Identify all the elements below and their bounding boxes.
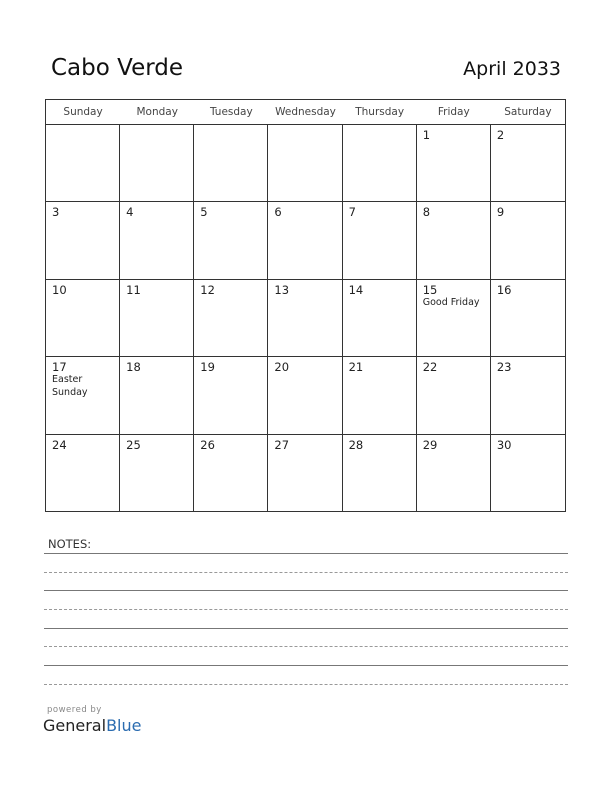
- month-year-title: April 2033: [463, 58, 561, 80]
- day-cell: [46, 202, 120, 279]
- day-cell: [343, 435, 417, 512]
- weekday-monday: Monday: [136, 106, 178, 118]
- day-cell: [268, 202, 342, 279]
- day-cell: [194, 357, 268, 434]
- day-cell: [268, 357, 342, 434]
- day-cell: [268, 435, 342, 512]
- notes-line: [44, 628, 568, 629]
- day-cell: [343, 280, 417, 357]
- day-number: 4: [126, 205, 134, 220]
- day-cell: [194, 280, 268, 357]
- day-number: 13: [274, 282, 290, 297]
- day-number: 6: [274, 205, 282, 220]
- day-cell: [194, 202, 268, 279]
- brand-blue: Blue: [106, 716, 142, 735]
- day-number: 20: [274, 360, 290, 375]
- day-number: 15: [422, 282, 438, 297]
- day-number: 19: [200, 360, 215, 375]
- day-cell: [343, 202, 417, 279]
- day-number: 28: [348, 437, 364, 452]
- day-number: 2: [496, 128, 505, 142]
- day-number: 21: [348, 360, 364, 375]
- day-number: 5: [200, 205, 208, 220]
- day-number: 1: [422, 128, 431, 142]
- day-cell: [491, 202, 565, 279]
- country-title: Cabo Verde: [51, 55, 184, 81]
- day-cell: [268, 125, 342, 202]
- holiday-label: Good Friday: [422, 296, 480, 308]
- day-number: 29: [422, 437, 438, 452]
- day-cells: [46, 125, 565, 512]
- generalblue-logo: [43, 716, 141, 735]
- weekday-thursday: Thursday: [355, 106, 405, 118]
- notes-line: [44, 665, 568, 666]
- day-cell: [343, 357, 417, 434]
- day-cell: [46, 357, 120, 434]
- day-number: 11: [126, 282, 141, 297]
- day-number: 14: [348, 282, 364, 297]
- notes-line: [44, 609, 568, 610]
- notes-label: NOTES:: [48, 537, 92, 551]
- day-number: 12: [200, 282, 215, 297]
- day-number: 8: [422, 205, 431, 220]
- notes-line: [44, 684, 568, 685]
- day-cell: [120, 202, 194, 279]
- day-cell: [46, 125, 120, 202]
- weekday-tuesday: Tuesday: [209, 106, 253, 118]
- day-cell: [491, 280, 565, 357]
- weekday-friday: Friday: [437, 106, 470, 118]
- day-number: 16: [496, 282, 512, 297]
- brand-general: General: [43, 716, 107, 735]
- day-number: 17: [52, 360, 67, 375]
- day-cell: [417, 280, 491, 357]
- day-cell: [46, 280, 120, 357]
- day-number: 10: [52, 282, 67, 297]
- day-cell: [491, 357, 565, 434]
- day-cell: [194, 435, 268, 512]
- day-cell: [491, 435, 565, 512]
- day-number: 26: [200, 437, 215, 452]
- day-number: 9: [496, 205, 505, 220]
- day-number: 25: [126, 437, 141, 452]
- day-cell: [491, 125, 565, 202]
- notes-line: [44, 553, 568, 554]
- day-cell: [417, 202, 491, 279]
- day-number: 22: [422, 360, 438, 375]
- calendar-grid: [45, 99, 566, 512]
- day-cell: [120, 357, 194, 434]
- notes-line: [44, 646, 568, 647]
- notes-line: [44, 590, 568, 591]
- day-cell: [120, 280, 194, 357]
- day-number: 30: [496, 437, 512, 452]
- powered-by-text: powered by: [47, 705, 102, 715]
- day-number: 7: [348, 205, 356, 220]
- day-cell: [120, 435, 194, 512]
- day-cell: [46, 435, 120, 512]
- holiday-label: Easter Sunday: [52, 374, 88, 398]
- day-number: 18: [126, 360, 141, 375]
- day-cell: [343, 125, 417, 202]
- day-cell: [120, 125, 194, 202]
- weekday-header-row: [46, 100, 565, 125]
- weekday-saturday: Saturday: [504, 106, 552, 118]
- day-number: 23: [496, 360, 512, 375]
- day-cell: [417, 357, 491, 434]
- day-cell: [268, 280, 342, 357]
- day-number: 3: [52, 205, 60, 220]
- day-number: 24: [52, 437, 67, 452]
- weekday-wednesday: Wednesday: [275, 106, 336, 118]
- day-cell: [417, 435, 491, 512]
- notes-line: [44, 572, 568, 573]
- weekday-sunday: Sunday: [63, 106, 103, 118]
- day-cell: [194, 125, 268, 202]
- day-number: 27: [274, 437, 290, 452]
- day-cell: [417, 125, 491, 202]
